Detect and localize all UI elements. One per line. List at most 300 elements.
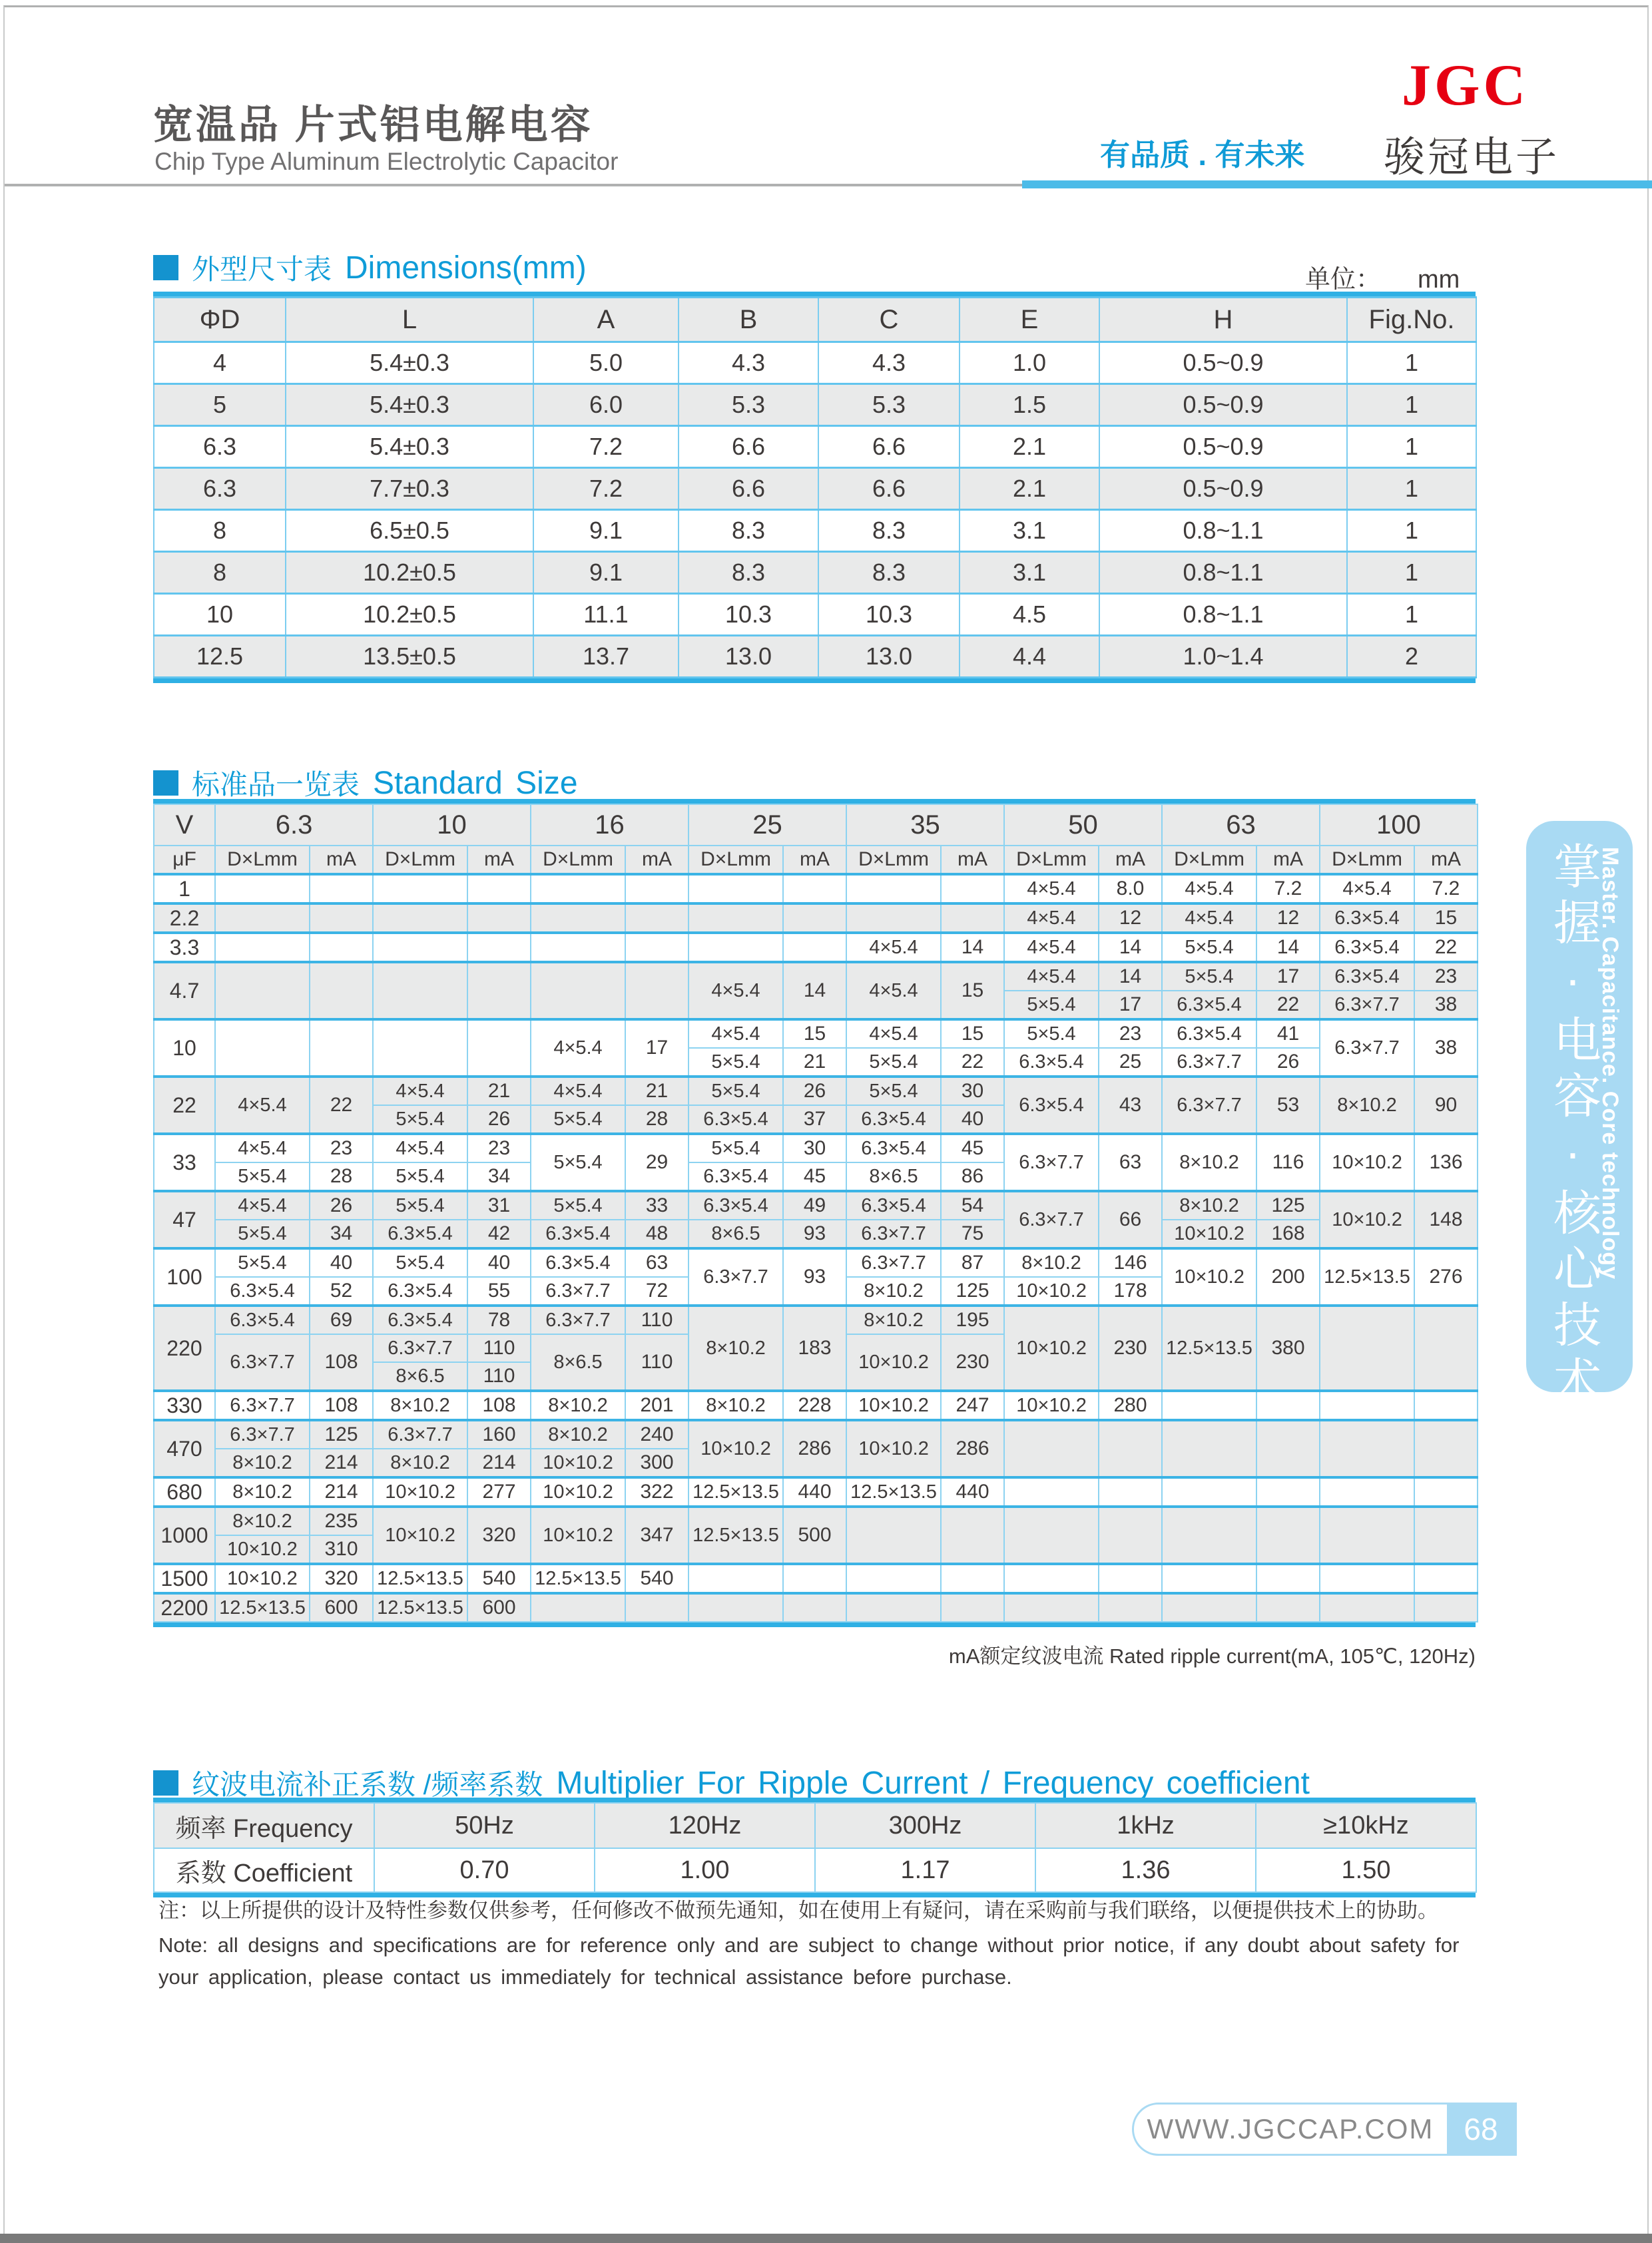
section-title-en: Multiplier For Ripple Current / Frequency coefficient [556, 1765, 1310, 1801]
ripple-cell: 15 [783, 1019, 846, 1048]
ripple-cell: 14 [1099, 962, 1162, 991]
std-row [154, 903, 1478, 933]
coefficient-value: 1.17 [815, 1848, 1035, 1892]
dims-row [154, 594, 1476, 636]
size-cell: 4×5.4 [1162, 874, 1256, 903]
uf-value: 2.2 [154, 903, 215, 933]
ripple-cell: 440 [783, 1477, 846, 1507]
size-cell-empty [373, 874, 467, 903]
coefficient-value: 1.36 [1035, 1848, 1256, 1892]
size-cell: 10×10.2 [1162, 1220, 1256, 1248]
uf-value: 4.7 [154, 962, 215, 1019]
size-cell: 6.3×5.4 [1320, 962, 1414, 991]
ripple-cell: 75 [941, 1220, 1004, 1248]
size-cell: 6.3×5.4 [215, 1277, 310, 1306]
dims-col-header: B [679, 298, 818, 342]
ripple-cell: 300 [625, 1449, 688, 1477]
size-cell: 6.3×5.4 [846, 1105, 941, 1134]
size-cell: 6.3×7.7 [846, 1220, 941, 1248]
dims-cell: 1 [1347, 552, 1476, 594]
size-cell: 4×5.4 [215, 1134, 310, 1162]
size-cell: 4×5.4 [688, 962, 783, 1019]
ripple-cell: 310 [310, 1535, 373, 1564]
size-cell: 6.3×7.7 [846, 1248, 941, 1277]
ripple-cell: 320 [310, 1564, 373, 1593]
size-cell: 6.3×7.7 [215, 1420, 310, 1449]
dims-cell: 2.1 [960, 426, 1099, 468]
size-cell-empty [531, 962, 625, 1019]
std-row [154, 1564, 1478, 1593]
size-cell-empty [1004, 1420, 1099, 1477]
ripple-cell: 125 [941, 1277, 1004, 1306]
dims-cell: 1 [1347, 426, 1476, 468]
size-cell: 8×10.2 [846, 1306, 941, 1334]
ripple-cell: 380 [1256, 1306, 1320, 1391]
ripple-cell-empty [941, 1593, 1004, 1622]
size-cell: 8×10.2 [531, 1391, 625, 1420]
size-cell: 6.3×7.7 [1320, 1019, 1414, 1077]
dims-cell: 10 [154, 594, 286, 636]
size-cell: 4×5.4 [1162, 903, 1256, 933]
size-cell-empty [688, 903, 783, 933]
dims-cell: 8.3 [679, 510, 818, 552]
dims-cell: 3.1 [960, 510, 1099, 552]
ripple-cell: 22 [1256, 991, 1320, 1019]
dims-cell: 1 [1347, 510, 1476, 552]
ripple-cell: 72 [625, 1277, 688, 1306]
std-row [154, 1248, 1478, 1277]
dims-cell: 0.8~1.1 [1099, 510, 1347, 552]
ripple-cell: 15 [941, 962, 1004, 1019]
size-cell: 6.3×5.4 [846, 1134, 941, 1162]
ripple-cell: 125 [1256, 1191, 1320, 1220]
size-cell: 4×5.4 [215, 1077, 310, 1134]
ripple-cell: 183 [783, 1306, 846, 1391]
size-cell: 4×5.4 [846, 962, 941, 1019]
size-cell-empty [846, 1593, 941, 1622]
size-cell: 5×5.4 [846, 1077, 941, 1105]
size-cell: 5×5.4 [215, 1220, 310, 1248]
dxl-header: D×Lmm [531, 846, 625, 874]
size-cell-empty [1162, 1593, 1256, 1622]
ripple-cell: 63 [625, 1248, 688, 1277]
ripple-cell: 69 [310, 1306, 373, 1334]
coefficient-value: 1.00 [595, 1848, 815, 1892]
size-cell: 4×5.4 [215, 1191, 310, 1220]
ripple-cell-empty [310, 933, 373, 962]
ma-header: mA [1099, 846, 1162, 874]
ripple-cell: 286 [941, 1420, 1004, 1477]
dims-cell: 8.3 [818, 510, 960, 552]
std-row [154, 1134, 1478, 1162]
multiplier-table [153, 1802, 1477, 1893]
ripple-cell: 33 [625, 1191, 688, 1220]
dims-cell: 5.4±0.3 [286, 342, 533, 384]
size-cell: 12.5×13.5 [373, 1593, 467, 1622]
ripple-cell: 30 [941, 1077, 1004, 1105]
ripple-cell: 40 [310, 1248, 373, 1277]
dims-cell: 10.3 [679, 594, 818, 636]
ripple-cell: 600 [310, 1593, 373, 1622]
uf-value: 1000 [154, 1507, 215, 1564]
ripple-cell: 136 [1414, 1134, 1478, 1191]
size-cell: 12.5×13.5 [373, 1564, 467, 1593]
dxl-header: D×Lmm [688, 846, 783, 874]
ripple-cell: 21 [467, 1077, 531, 1105]
page-number-badge: 68 [1447, 2105, 1515, 2154]
ripple-cell: 540 [625, 1564, 688, 1593]
ripple-cell-empty [310, 1019, 373, 1077]
ripple-cell-empty [1414, 1306, 1478, 1391]
ripple-cell-empty [467, 962, 531, 1019]
size-cell: 5×5.4 [373, 1162, 467, 1191]
ripple-cell: 17 [1099, 991, 1162, 1019]
size-cell: 10×10.2 [1004, 1306, 1099, 1391]
size-cell-empty [531, 903, 625, 933]
ripple-cell-empty [783, 1564, 846, 1593]
ripple-cell: 41 [1256, 1019, 1320, 1048]
size-cell: 4×5.4 [1004, 933, 1099, 962]
dims-cell: 6.3 [154, 426, 286, 468]
std-row [154, 1593, 1478, 1622]
size-cell: 4×5.4 [373, 1077, 467, 1105]
ripple-cell-empty [625, 933, 688, 962]
uf-value: 220 [154, 1306, 215, 1391]
note-zh: 注：以上所提供的设计及特性参数仅供参考，任何修改不做预先通知，如在使用上有疑问，请在采购前与我们联络，以便提供技术上的协助。 [158, 1899, 1438, 1922]
size-cell: 8×6.5 [846, 1162, 941, 1191]
frequency-label: 频率 Frequency [154, 1803, 374, 1848]
size-cell-empty [531, 874, 625, 903]
size-cell: 8×10.2 [1162, 1134, 1256, 1191]
ma-header: mA [467, 846, 531, 874]
ripple-cell: 53 [1256, 1077, 1320, 1134]
uf-axis-label: μF [154, 846, 215, 874]
ripple-cell: 86 [941, 1162, 1004, 1191]
size-cell: 5×5.4 [531, 1191, 625, 1220]
size-cell-empty [846, 903, 941, 933]
dims-cell: 4.3 [679, 342, 818, 384]
sidebar-text-en: Master. Capacitance. Core technology [1597, 847, 1623, 1280]
ripple-cell-empty [467, 933, 531, 962]
ripple-cell: 116 [1256, 1134, 1320, 1191]
ripple-cell: 90 [1414, 1077, 1478, 1134]
dims-cell: 5.4±0.3 [286, 426, 533, 468]
ripple-cell-empty [783, 1593, 846, 1622]
size-cell: 6.3×5.4 [1004, 1048, 1099, 1077]
size-cell-empty [531, 1593, 625, 1622]
ripple-cell: 23 [1414, 962, 1478, 991]
ripple-cell: 286 [783, 1420, 846, 1477]
ripple-cell: 600 [467, 1593, 531, 1622]
ripple-cell: 26 [310, 1191, 373, 1220]
frequency-value: 1kHz [1035, 1803, 1256, 1848]
ripple-cell-empty [625, 903, 688, 933]
size-cell: 8×10.2 [1004, 1248, 1099, 1277]
size-cell: 6.3×5.4 [688, 1191, 783, 1220]
size-cell: 8×10.2 [373, 1449, 467, 1477]
dims-col-header: C [818, 298, 960, 342]
size-cell: 6.3×5.4 [688, 1105, 783, 1134]
dims-cell: 2 [1347, 636, 1476, 678]
uf-value: 22 [154, 1077, 215, 1134]
dims-cell: 7.2 [533, 426, 679, 468]
size-cell-empty [846, 1507, 941, 1564]
mult-header-row [154, 1803, 1476, 1848]
voltage-header: 35 [846, 804, 1004, 846]
size-cell: 4×5.4 [373, 1134, 467, 1162]
dims-cell: 0.8~1.1 [1099, 552, 1347, 594]
size-cell: 5×5.4 [215, 1162, 310, 1191]
frequency-value: 50Hz [374, 1803, 595, 1848]
size-cell: 10×10.2 [1320, 1191, 1414, 1248]
dims-cell: 12.5 [154, 636, 286, 678]
ripple-cell: 63 [1099, 1134, 1162, 1191]
size-cell: 6.3×5.4 [1162, 991, 1256, 1019]
ripple-cell: 30 [783, 1134, 846, 1162]
uf-value: 2200 [154, 1593, 215, 1622]
standard-size-table [153, 804, 1478, 1622]
size-cell-empty [531, 933, 625, 962]
ripple-cell-empty [467, 903, 531, 933]
std-row [154, 1220, 1478, 1248]
size-cell: 5×5.4 [688, 1077, 783, 1105]
size-cell-empty [1162, 1420, 1256, 1477]
ripple-cell: 277 [467, 1477, 531, 1507]
size-cell: 8×6.5 [688, 1220, 783, 1248]
size-cell-empty [1320, 1593, 1414, 1622]
section-title-en: Standard Size [373, 765, 578, 801]
dims-cell: 9.1 [533, 552, 679, 594]
ripple-cell: 40 [941, 1105, 1004, 1134]
size-cell: 5×5.4 [531, 1105, 625, 1134]
size-cell: 6.3×5.4 [531, 1220, 625, 1248]
dims-cell: 8.3 [679, 552, 818, 594]
dims-cell: 0.5~0.9 [1099, 426, 1347, 468]
ripple-cell: 28 [310, 1162, 373, 1191]
ripple-cell-empty [1256, 1477, 1320, 1507]
ripple-cell: 34 [467, 1162, 531, 1191]
ripple-cell: 195 [941, 1306, 1004, 1334]
ripple-cell-empty [1414, 1593, 1478, 1622]
size-cell: 5×5.4 [531, 1134, 625, 1191]
size-cell: 4×5.4 [846, 1019, 941, 1048]
notes-block [158, 1895, 1502, 1993]
size-cell: 12.5×13.5 [531, 1564, 625, 1593]
uf-value: 47 [154, 1191, 215, 1248]
ripple-cell: 108 [467, 1391, 531, 1420]
ripple-cell: 320 [467, 1507, 531, 1564]
ripple-cell: 34 [310, 1220, 373, 1248]
size-cell: 6.3×7.7 [215, 1391, 310, 1420]
size-cell: 10×10.2 [1004, 1277, 1099, 1306]
dims-row [154, 468, 1476, 510]
size-cell-empty [373, 1019, 467, 1077]
uf-value: 3.3 [154, 933, 215, 962]
size-cell: 6.3×7.7 [1162, 1077, 1256, 1134]
ripple-cell: 87 [941, 1248, 1004, 1277]
ripple-cell: 38 [1414, 991, 1478, 1019]
size-cell: 5×5.4 [215, 1248, 310, 1277]
size-cell: 6.3×5.4 [1162, 1019, 1256, 1048]
uf-value: 680 [154, 1477, 215, 1507]
size-cell-empty [215, 933, 310, 962]
ripple-cell: 160 [467, 1420, 531, 1449]
ripple-cell: 125 [310, 1420, 373, 1449]
ripple-cell: 108 [310, 1334, 373, 1391]
ripple-cell: 110 [625, 1306, 688, 1334]
size-cell: 10×10.2 [215, 1564, 310, 1593]
size-cell-empty [1320, 1477, 1414, 1507]
ripple-cell: 23 [467, 1134, 531, 1162]
ripple-cell: 110 [467, 1362, 531, 1391]
ripple-cell-empty [1414, 1564, 1478, 1593]
size-cell: 5×5.4 [373, 1248, 467, 1277]
size-cell: 8×6.5 [373, 1362, 467, 1391]
ma-header: mA [1414, 846, 1478, 874]
dims-cell: 5.4±0.3 [286, 384, 533, 426]
ripple-cell: 228 [783, 1391, 846, 1420]
header-divider-gray [5, 184, 1022, 186]
unit-note [1305, 258, 1460, 295]
section-title-multiplier [153, 1763, 1310, 1803]
dims-cell: 8 [154, 552, 286, 594]
size-cell: 10×10.2 [373, 1477, 467, 1507]
std-row [154, 1507, 1478, 1535]
ripple-cell-empty [1256, 1391, 1320, 1420]
ripple-cell: 15 [941, 1019, 1004, 1048]
size-cell: 5×5.4 [688, 1134, 783, 1162]
std-header-voltage-row [154, 804, 1478, 846]
dims-cell: 9.1 [533, 510, 679, 552]
ripple-cell-empty [1256, 1593, 1320, 1622]
ripple-cell: 43 [1099, 1077, 1162, 1134]
dims-cell: 2.1 [960, 468, 1099, 510]
std-row [154, 1077, 1478, 1105]
dims-cell: 1.5 [960, 384, 1099, 426]
ripple-cell: 17 [1256, 962, 1320, 991]
size-cell: 6.3×7.7 [531, 1277, 625, 1306]
header-divider-blue [1022, 180, 1652, 188]
std-row [154, 933, 1478, 962]
size-cell: 10×10.2 [531, 1449, 625, 1477]
size-cell-empty [688, 933, 783, 962]
std-row [154, 1391, 1478, 1420]
size-cell: 6.3×7.7 [1004, 1191, 1099, 1248]
dims-cell: 13.0 [679, 636, 818, 678]
ripple-cell-empty [941, 1564, 1004, 1593]
size-cell-empty [1320, 1507, 1414, 1564]
brand-slogan: 有品质 . 有未来 [1100, 138, 1305, 172]
size-cell: 8×6.5 [531, 1334, 625, 1391]
dims-header-row [154, 298, 1476, 342]
dims-cell: 10.2±0.5 [286, 594, 533, 636]
size-cell: 4×5.4 [846, 933, 941, 962]
dimensions-table-wrap [153, 292, 1476, 683]
multiplier-table-wrap [153, 1798, 1476, 1897]
dims-cell: 8.3 [818, 552, 960, 594]
frequency-value: ≥10kHz [1256, 1803, 1476, 1848]
ripple-cell: 108 [310, 1391, 373, 1420]
note-en: Note: all designs and specifications are for reference only and are subject to change without prior notice, if any doubt about safety for your application, please contact us immediately for technical assistance before purchase. [158, 1933, 1460, 1989]
size-cell: 6.3×7.7 [531, 1306, 625, 1334]
dims-cell: 5.0 [533, 342, 679, 384]
size-cell: 4×5.4 [688, 1019, 783, 1048]
size-cell-empty [1004, 1593, 1099, 1622]
size-cell-empty [846, 1564, 941, 1593]
size-cell: 5×5.4 [688, 1048, 783, 1077]
size-cell: 4×5.4 [1004, 962, 1099, 991]
dxl-header: D×Lmm [373, 846, 467, 874]
ripple-cell: 23 [310, 1134, 373, 1162]
dimensions-table [153, 296, 1477, 678]
dims-cell: 1.0 [960, 342, 1099, 384]
std-row [154, 1019, 1478, 1048]
size-cell-empty [373, 903, 467, 933]
ripple-cell-empty [310, 903, 373, 933]
uf-value: 10 [154, 1019, 215, 1077]
size-cell: 6.3×5.4 [1320, 933, 1414, 962]
dxl-header: D×Lmm [1320, 846, 1414, 874]
size-cell-empty [688, 1593, 783, 1622]
dims-cell: 6.5±0.5 [286, 510, 533, 552]
website-url: WWW.JGCCAP.COM [1147, 2113, 1434, 2144]
ripple-cell: 42 [467, 1220, 531, 1248]
size-cell-empty [1320, 1306, 1414, 1391]
section-title-en: Dimensions(mm) [345, 250, 587, 286]
size-cell: 8×10.2 [215, 1507, 310, 1535]
dims-cell: 4 [154, 342, 286, 384]
ripple-cell-empty [1256, 1420, 1320, 1477]
ripple-cell-empty [1414, 1420, 1478, 1477]
std-row [154, 962, 1478, 991]
ripple-cell-empty [1099, 1564, 1162, 1593]
size-cell-empty [1320, 1564, 1414, 1593]
size-cell: 4×5.4 [1004, 874, 1099, 903]
dims-row [154, 342, 1476, 384]
ripple-cell: 347 [625, 1507, 688, 1564]
ripple-cell-empty [1414, 1507, 1478, 1564]
sidebar-text-zh: 掌握·电容·核心技术 [1546, 842, 1599, 1411]
size-cell-empty [1162, 1477, 1256, 1507]
size-cell: 12.5×13.5 [215, 1593, 310, 1622]
dxl-header: D×Lmm [215, 846, 310, 874]
ripple-cell-empty [941, 874, 1004, 903]
ripple-cell: 235 [310, 1507, 373, 1535]
size-cell: 6.3×5.4 [688, 1162, 783, 1191]
ripple-cell-empty [1256, 1564, 1320, 1593]
dims-col-header: Fig.No. [1347, 298, 1476, 342]
size-cell: 10×10.2 [373, 1507, 467, 1564]
ripple-cell: 26 [467, 1105, 531, 1134]
dims-cell: 3.1 [960, 552, 1099, 594]
dxl-header: D×Lmm [1004, 846, 1099, 874]
dxl-header: D×Lmm [1162, 846, 1256, 874]
ripple-cell: 26 [783, 1077, 846, 1105]
size-cell: 8×10.2 [688, 1306, 783, 1391]
section-title-zh: 纹波电流补正系数 /频率系数 [192, 1769, 543, 1800]
ripple-cell: 214 [467, 1449, 531, 1477]
size-cell: 10×10.2 [1162, 1248, 1256, 1306]
ripple-cell: 37 [783, 1105, 846, 1134]
unit-label: 单位： [1305, 266, 1382, 294]
section-bullet-icon [153, 770, 178, 796]
ripple-cell: 276 [1414, 1248, 1478, 1306]
voltage-header: 16 [531, 804, 688, 846]
dims-cell: 6.6 [818, 426, 960, 468]
ripple-cell: 214 [310, 1449, 373, 1477]
ripple-cell: 38 [1414, 1019, 1478, 1077]
ma-header: mA [783, 846, 846, 874]
